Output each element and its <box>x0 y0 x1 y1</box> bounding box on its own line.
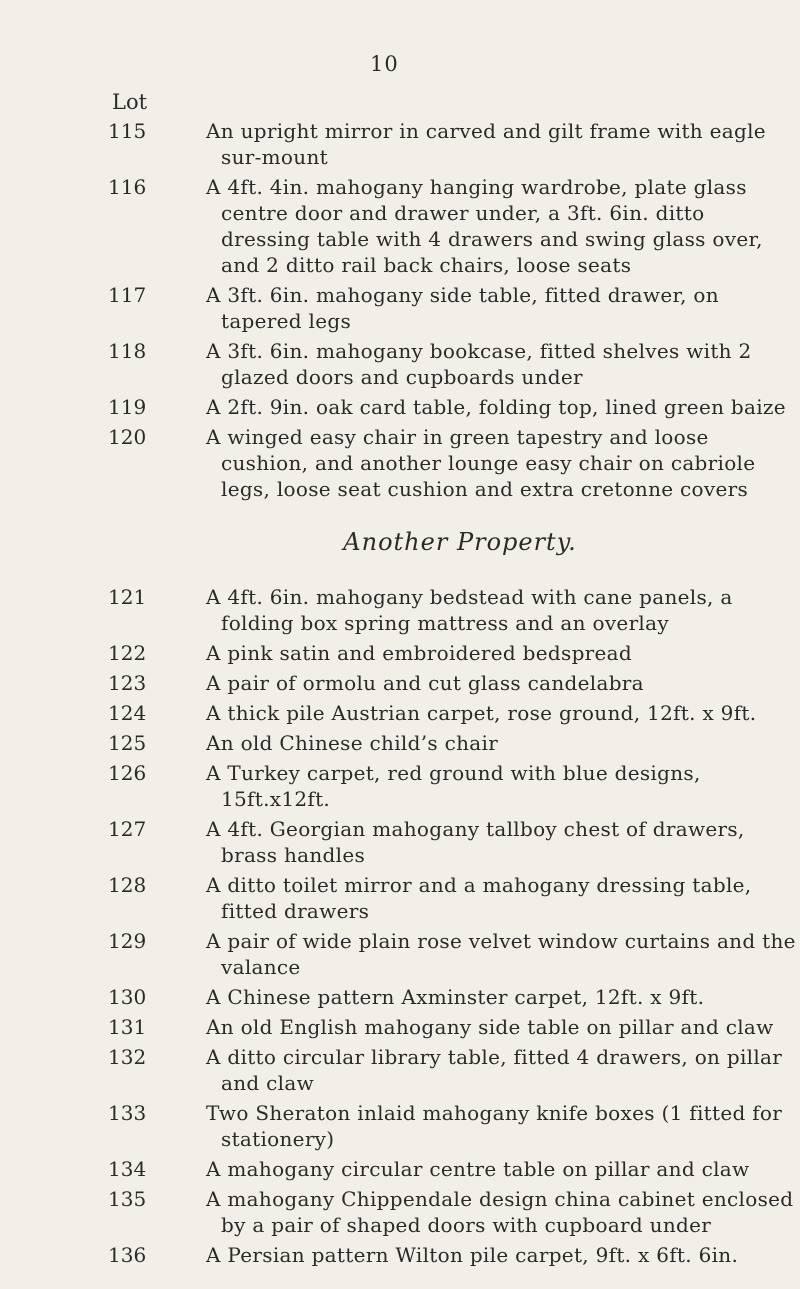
lot-item <box>0 1156 800 1182</box>
lot-description: A 4ft. 4in. mahogany hanging wardrobe, plate glass centre door and drawer under, a 3ft. 6in. ditto dressing table with 4 drawers and swing glass over, and 2 ditto rail back chairs, loose seats <box>206 175 763 277</box>
lot-number: 121 <box>108 585 147 609</box>
lot-item <box>0 730 800 756</box>
lot-item <box>0 118 800 170</box>
lot-description: A 2ft. 9in. oak card table, folding top, lined green baize <box>206 395 786 419</box>
lot-number: 132 <box>108 1045 147 1069</box>
lot-item <box>0 984 800 1010</box>
lot-item <box>0 928 800 980</box>
lot-group-1 <box>0 118 800 502</box>
lot-description: A 4ft. Georgian mahogany tallboy chest of drawers, brass handles <box>206 817 745 867</box>
lot-description: A winged easy chair in green tapestry and loose cushion, and another lounge easy chair on cabriole legs, loose seat cushion and extra cretonne covers <box>206 425 756 501</box>
lot-number: 122 <box>108 641 147 665</box>
lot-number: 115 <box>108 119 147 143</box>
lot-number: 126 <box>108 761 147 785</box>
lot-number: 134 <box>108 1157 147 1181</box>
lot-number: 131 <box>108 1015 147 1039</box>
lot-item <box>0 1242 800 1268</box>
lot-description: A pink satin and embroidered bedspread <box>206 641 633 665</box>
section-title: Another Property. <box>343 528 577 556</box>
lot-item <box>0 700 800 726</box>
lot-number: 136 <box>108 1243 147 1267</box>
lot-number: 135 <box>108 1187 147 1211</box>
lot-item <box>0 424 800 502</box>
lot-item <box>0 1044 800 1096</box>
lot-item <box>0 1186 800 1238</box>
lot-number: 125 <box>108 731 147 755</box>
lot-number: 123 <box>108 671 147 695</box>
lot-description: A ditto circular library table, fitted 4 drawers, on pillar and claw <box>206 1045 783 1095</box>
lot-item <box>0 1014 800 1040</box>
lot-group-2 <box>0 584 800 1268</box>
lot-item <box>0 1100 800 1152</box>
lot-description: A Turkey carpet, red ground with blue designs, 15ft.x12ft. <box>206 761 701 811</box>
lot-description: A 4ft. 6in. mahogany bedstead with cane panels, a folding box spring mattress and an overlay <box>206 585 733 635</box>
lot-description: An old English mahogany side table on pillar and claw <box>206 1015 774 1039</box>
lot-item <box>0 338 800 390</box>
lot-number: 128 <box>108 873 147 897</box>
lot-item <box>0 584 800 636</box>
lot-description: A Persian pattern Wilton pile carpet, 9ft. x 6ft. 6in. <box>206 1243 739 1267</box>
lot-number: 130 <box>108 985 147 1009</box>
lot-description: A thick pile Austrian carpet, rose ground, 12ft. x 9ft. <box>206 701 757 725</box>
lot-list <box>0 118 800 1272</box>
lot-number: 117 <box>108 283 147 307</box>
lot-number: 116 <box>108 175 147 199</box>
lot-description: A 3ft. 6in. mahogany side table, fitted drawer, on tapered legs <box>206 283 719 333</box>
lot-description: A ditto toilet mirror and a mahogany dressing table, fitted drawers <box>206 873 752 923</box>
lot-item <box>0 174 800 278</box>
lot-number: 119 <box>108 395 147 419</box>
lot-description: A Chinese pattern Axminster carpet, 12ft. x 9ft. <box>206 985 705 1009</box>
lot-description: A mahogany circular centre table on pillar and claw <box>206 1157 750 1181</box>
lot-item <box>0 816 800 868</box>
lot-description: An old Chinese child’s chair <box>206 731 499 755</box>
lot-item <box>0 670 800 696</box>
lot-number: 124 <box>108 701 147 725</box>
lot-description: A pair of wide plain rose velvet window curtains and the valance <box>206 929 796 979</box>
lot-description: A 3ft. 6in. mahogany bookcase, fitted shelves with 2 glazed doors and cupboards under <box>206 339 752 389</box>
lot-description: An upright mirror in carved and gilt frame with eagle sur-mount <box>206 119 766 169</box>
lot-description: A mahogany Chippendale design china cabinet enclosed by a pair of shaped doors with cupboard under <box>206 1187 794 1237</box>
lot-number: 127 <box>108 817 147 841</box>
lot-item <box>0 282 800 334</box>
page-number: 10 <box>370 52 399 76</box>
lot-item <box>0 872 800 924</box>
lot-number: 129 <box>108 929 147 953</box>
lot-number: 120 <box>108 425 147 449</box>
lot-number: 118 <box>108 339 147 363</box>
lot-column-heading: Lot <box>112 90 148 114</box>
lot-item <box>0 760 800 812</box>
lot-description: Two Sheraton inlaid mahogany knife boxes (1 fitted for stationery) <box>206 1101 783 1151</box>
lot-number: 133 <box>108 1101 147 1125</box>
lot-description: A pair of ormolu and cut glass candelabra <box>206 671 644 695</box>
lot-item <box>0 394 800 420</box>
lot-item <box>0 640 800 666</box>
